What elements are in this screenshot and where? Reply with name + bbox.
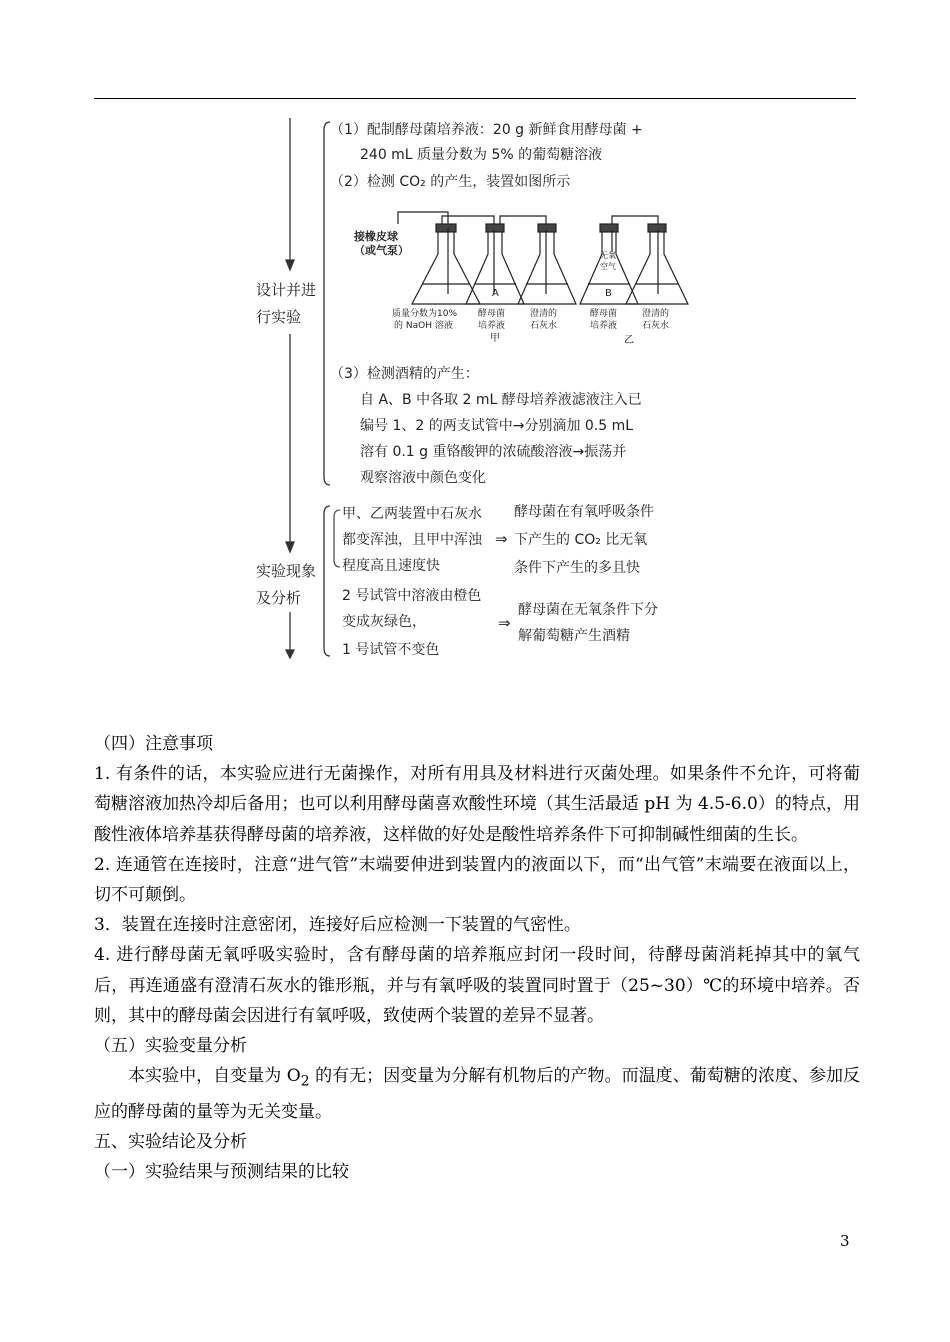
implies-arrow-2: ⇒ [498, 614, 511, 632]
step2-label-line1: 实验现象 [256, 562, 317, 580]
flask-naoh [412, 230, 480, 304]
design-step-1b: 240 mL 质量分数为 5% 的葡萄糖溶液 [360, 147, 603, 163]
design-step-3c: 溶有 0.1 g 重铬酸钾的浓硫酸溶液→振荡并 [360, 444, 627, 460]
caption-lime-yi-2: 石灰水 [642, 321, 670, 331]
body-text [94, 729, 860, 1187]
pump-label-2: （或气泵） [354, 244, 409, 257]
flask-B-letter: B [605, 288, 612, 299]
caption-yeast-yi-2: 培养液 [590, 321, 618, 331]
heading-comparison: （一）实验结果与预测结果的比较 [94, 1162, 349, 1183]
caption-lime-jia-1: 澄清的 [530, 309, 558, 319]
observation-2b: 变成灰绿色， [342, 614, 426, 630]
note-4: 4. 进行酵母菌无氧呼吸实验时，含有酵母菌的培养瓶应封闭一段时间，待酵母菌消耗掉其中的氧气后，再连通盛有澄清石灰水的锥形瓶，并与有氧呼吸的装置同时置于（25~30）℃的环境中培养。否则，其中的酵母菌会因进行有氧呼吸，致使两个装置的差异不显著。 [94, 945, 860, 1026]
caption-naoh-1: 质量分数为10% [392, 309, 458, 319]
experiment-flowchart-figure [250, 112, 700, 662]
page-number: 3 [840, 1232, 850, 1250]
note-3: 3．装置在连接时注意密闭，连接好后应检测一下装置的气密性。 [94, 915, 581, 936]
implies-arrow-1: ⇒ [495, 530, 508, 548]
step2-label-line2: 及分析 [256, 589, 302, 607]
stopper-lime-1 [538, 224, 556, 232]
conclusion-2a: 酵母菌在无氧条件下分 [518, 602, 658, 618]
anaerobic-label-2: 空气 [600, 262, 616, 271]
conclusion-1b: 下产生的 CO₂ 比无氧 [514, 532, 648, 548]
caption-yeast-jia-2: 培养液 [478, 321, 506, 331]
obs1-brace [334, 510, 340, 567]
caption-naoh-2: 的 NaOH 溶液 [394, 321, 453, 331]
flask-lime-2 [626, 230, 688, 304]
caption-lime-jia-2: 石灰水 [530, 321, 558, 331]
note-2: 2. 连通管在连接时，注意“进气管”末端要伸进到装置内的液面以下，而“出气管”末端要在液面以上，切不可颠倒。 [94, 854, 860, 906]
stopper-lime-2 [648, 224, 666, 232]
design-step-2: （2）检测 CO₂ 的产生，装置如图所示 [330, 174, 571, 190]
caption-yeast-jia-1: 酵母菌 [478, 309, 506, 319]
observation-1c: 程度高且速度快 [342, 558, 440, 574]
heading-notes: （四）注意事项 [94, 734, 213, 754]
design-step-3b: 编号 1、2 的两支试管中→分别滴加 0.5 mL [360, 418, 634, 434]
design-step-3-title: （3）检测酒精的产生： [330, 366, 479, 382]
observation-2c: 1 号试管不变色 [342, 642, 440, 658]
note-1: 1. 有条件的话，本实验应进行无菌操作，对所有用具及材料进行灭菌处理。如果条件不允许，可将葡萄糖溶液加热冷却后备用；也可以利用酵母菌喜欢酸性环境（其生活最适 pH 为 4.5-6.0）的特点，用酸性液体培养基获得酵母菌的培养液，这样做的好处是酸性培养条件下可抑制碱性细菌的生长。 [94, 764, 860, 845]
stopper-naoh [436, 224, 456, 232]
step1-label-line2: 行实验 [256, 308, 302, 326]
heading-variables: （五）实验变量分析 [94, 1036, 247, 1057]
flask-lime-1 [518, 230, 576, 304]
variables-subscript: 2 [300, 1073, 310, 1090]
flask-A-letter: A [492, 288, 499, 299]
design-step-1a: （1）配制酵母菌培养液：20 g 新鲜食用酵母菌 + [330, 122, 643, 138]
variables-paragraph [94, 1061, 860, 1127]
design-step-3d: 观察溶液中颜色变化 [360, 470, 486, 486]
stopper-B [600, 224, 618, 232]
setup-yi-label: 乙 [624, 335, 634, 346]
conclusion-2b: 解葡萄糖产生酒精 [518, 628, 630, 644]
apparatus-diagram [398, 212, 688, 304]
pump-label-1: 接橡皮球 [354, 230, 398, 243]
variables-text-b: 的有无；因变量为分解有机物后的产物。而温度、葡萄糖的浓度、参加反应的酵母菌的量等为无关变量。 [94, 1066, 860, 1122]
observation-1b: 都变浑浊，且甲中浑浊 [342, 532, 482, 548]
result-brace [324, 506, 330, 656]
caption-yeast-yi-1: 酵母菌 [590, 309, 618, 319]
header-rule [94, 98, 856, 99]
caption-lime-yi-1: 澄清的 [642, 309, 670, 319]
anaerobic-label-1: 无氧 [600, 251, 616, 260]
conclusion-1c: 条件下产生的多且快 [514, 560, 640, 576]
observation-1a: 甲、乙两装置中石灰水 [342, 506, 482, 522]
observation-2a: 2 号试管中溶液由橙色 [342, 588, 482, 604]
setup-jia-label: 甲 [490, 333, 500, 344]
conclusion-1a: 酵母菌在有氧呼吸条件 [514, 504, 654, 520]
step1-label-line1: 设计并进 [256, 281, 317, 299]
design-step-3a: 自 A、B 中各取 2 mL 酵母培养液滤液注入已 [360, 392, 642, 408]
stopper-A [486, 224, 504, 232]
heading-section-5: 五、实验结论及分析 [94, 1132, 247, 1153]
flowchart-svg [250, 112, 700, 662]
variables-text-a: 本实验中，自变量为 O [128, 1066, 301, 1087]
